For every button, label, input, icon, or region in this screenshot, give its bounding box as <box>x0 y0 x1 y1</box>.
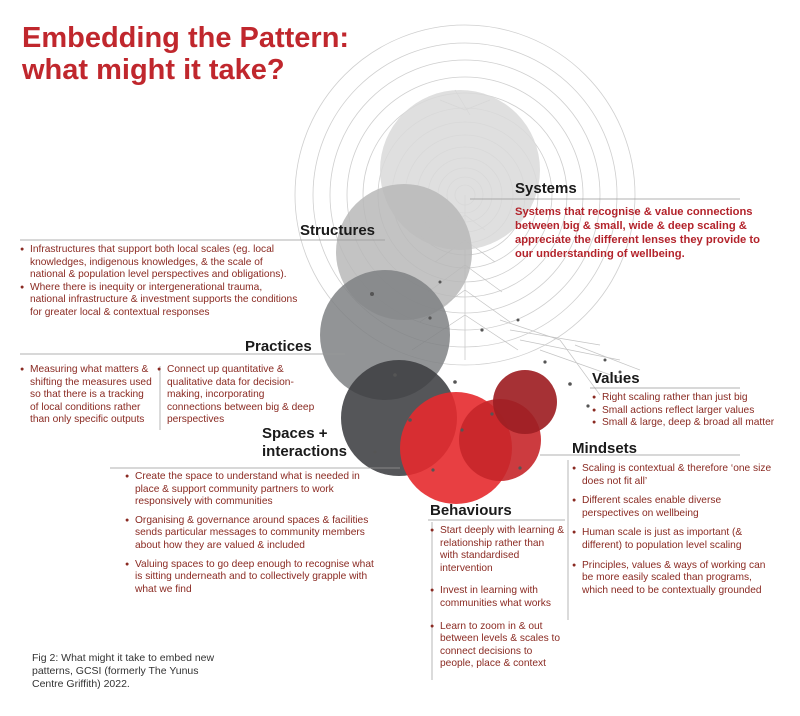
page-title <box>22 22 349 86</box>
mindsets-item: ● Human scale is just as important (& different) to population level scaling <box>572 527 772 552</box>
mindsets-heading: Mindsets <box>572 440 638 457</box>
practices-list-right <box>157 364 317 427</box>
values-heading: Values <box>592 370 640 387</box>
title-line-2: what might it take? <box>22 54 285 86</box>
systems-heading: Systems <box>515 180 577 197</box>
structures-list <box>20 244 300 320</box>
values-item: ● Small actions reflect larger values <box>592 405 797 418</box>
behaviours-item: ● Start deeply with learning & relationship rather than with standardised intervention <box>430 525 565 575</box>
structures-item: ● Infrastructures that support both local scales (eg. local knowledges, indigenous knowledges, & the scale of national & population level perspectives and obligations). <box>20 244 300 282</box>
behaviours-item: ● Learn to zoom in & out between levels & scales to connect decisions to people, place & context <box>430 621 565 671</box>
mindsets-list <box>572 463 772 597</box>
mindsets-item: ● Principles, values & ways of working can be more easily scaled than programs, which need to be contextually grounded <box>572 560 772 598</box>
spaces-heading-line-2: interactions <box>262 443 348 460</box>
spaces-heading-line-1: Spaces + <box>262 425 328 442</box>
values-circle <box>493 370 557 434</box>
practices-list-left <box>20 364 152 427</box>
mindsets-item: ● Different scales enable diverse perspectives on wellbeing <box>572 495 772 520</box>
structures-heading: Structures <box>300 222 376 239</box>
behaviours-heading: Behaviours <box>430 502 512 519</box>
practices-item: ● Connect up quantitative & qualitative data for decision-making, incorporating connections between big & deep perspectives <box>157 364 317 427</box>
spaces-item: ● Valuing spaces to go deep enough to recognise what is sitting underneath and to collectively grapple with what we find <box>125 559 380 597</box>
figure-caption: Fig 2: What might it take to embed new patterns, GCSI (formerly The Yunus Centre Griffith) 2022. <box>32 652 215 690</box>
behaviours-list <box>430 525 565 671</box>
behaviours-item: ● Invest in learning with communities what works <box>430 585 565 610</box>
spaces-item: ● Create the space to understand what is needed in place & support community partners to work responsively with communities <box>125 471 380 509</box>
spaces-list <box>125 471 380 596</box>
spaces-item: ● Organising & governance around spaces & facilities sends particular messages to community members about how they are valued & included <box>125 515 380 553</box>
values-item: ● Small & large, deep & broad all matter <box>592 417 797 430</box>
title-line-1: Embedding the Pattern: <box>22 22 350 54</box>
mindsets-item: ● Scaling is contextual & therefore ‘one size does not fit all’ <box>572 463 772 488</box>
systems-description: Systems that recognise & value connections between big & small, wide & deep scaling & appreciate the different lenses they provide to our understanding of wellbeing. <box>515 206 760 260</box>
values-item: ● Right scaling rather than just big <box>592 392 797 405</box>
structures-item: ● Where there is inequity or intergenerational trauma, national infrastructure & investment supports the conditions for greater local & contextual responses <box>20 282 300 320</box>
practices-item: ● Measuring what matters & shifting the measures used so that there is a tracking of local conditions rather than only specific outputs <box>20 364 152 427</box>
values-list <box>592 392 797 430</box>
spaces-heading <box>262 425 347 461</box>
practices-heading: Practices <box>245 338 312 355</box>
